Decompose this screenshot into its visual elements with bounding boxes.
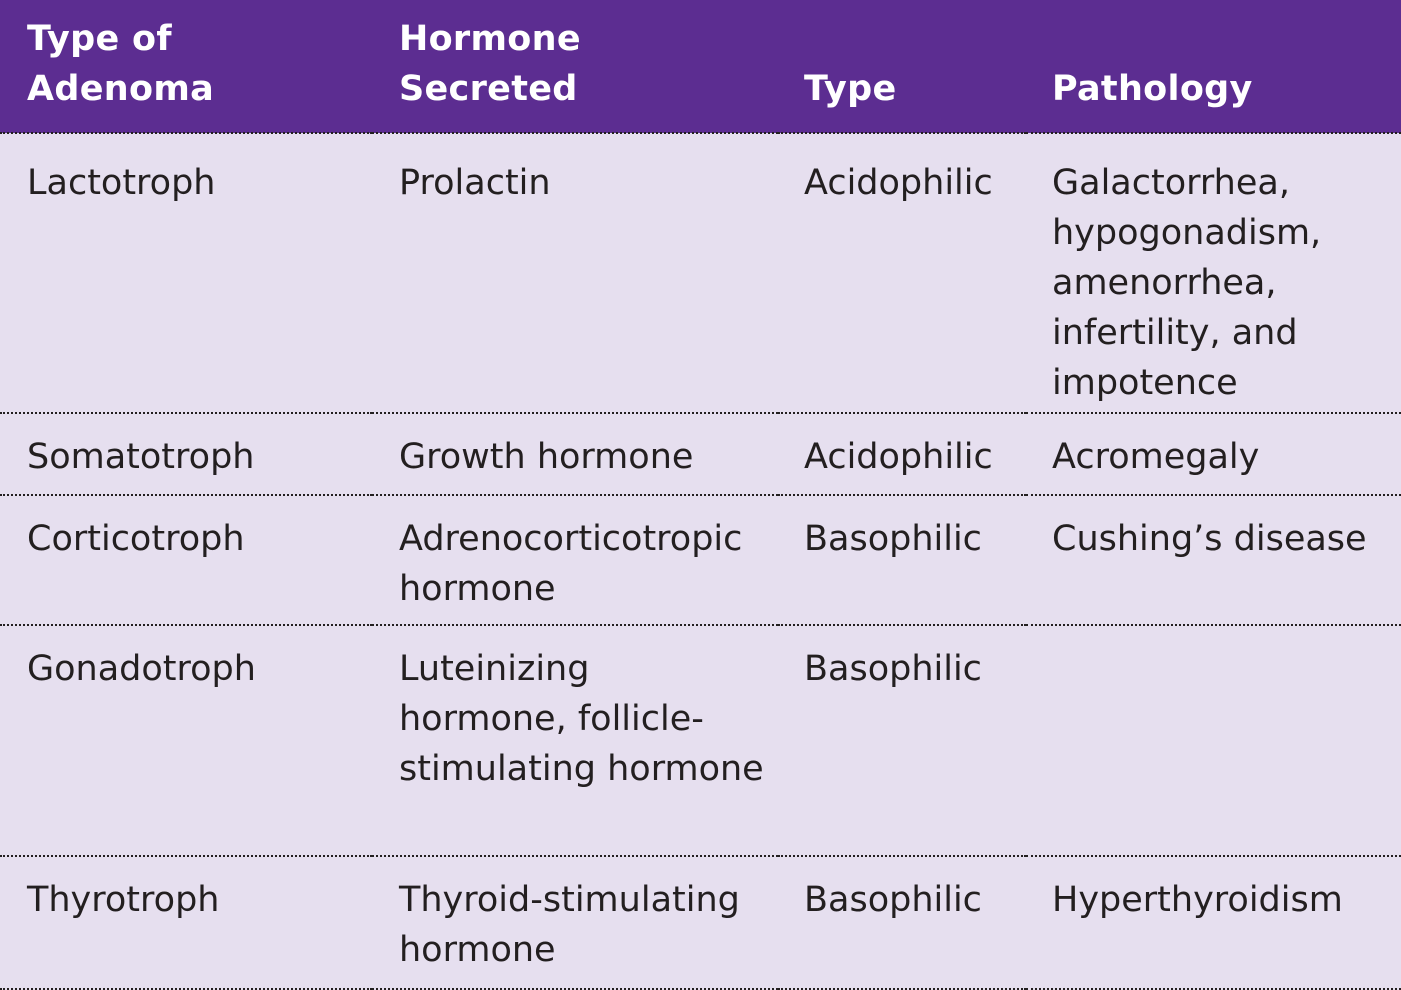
cell-type: Acidophilic bbox=[778, 133, 1026, 413]
cell-hormone: Growth hormone bbox=[372, 413, 778, 495]
table-row bbox=[0, 625, 1401, 856]
table-row bbox=[0, 856, 1401, 989]
header-type-of-adenoma: Type of Adenoma bbox=[27, 19, 215, 109]
cell-pathology: Acromegaly bbox=[1026, 413, 1401, 495]
cell-hormone: Thyroid-stimulating hormone bbox=[372, 856, 778, 989]
table-header bbox=[0, 0, 1401, 133]
cell-type: Acidophilic bbox=[778, 413, 1026, 495]
cell-adenoma: Gonadotroph bbox=[0, 625, 372, 856]
cell-adenoma: Corticotroph bbox=[0, 495, 372, 625]
cell-hormone: Prolactin bbox=[372, 133, 778, 413]
table-body bbox=[0, 133, 1401, 989]
cell-pathology: Galactorrhea, hypogonadism, amenorrhea, infertility, and impotence bbox=[1026, 133, 1401, 413]
cell-hormone: Adrenocorticotropic hormone bbox=[372, 495, 778, 625]
cell-type: Basophilic bbox=[778, 495, 1026, 625]
header-row bbox=[0, 0, 1401, 133]
cell-adenoma: Thyrotroph bbox=[0, 856, 372, 989]
cell-pathology: Hyperthyroidism bbox=[1026, 856, 1401, 989]
cell-pathology bbox=[1026, 625, 1401, 856]
cell-type: Basophilic bbox=[778, 625, 1026, 856]
header-hormone-secreted: Hormone Secreted bbox=[399, 19, 581, 109]
header-type: Type bbox=[804, 69, 897, 109]
header-pathology: Pathology bbox=[1052, 69, 1253, 109]
cell-type: Basophilic bbox=[778, 856, 1026, 989]
cell-pathology: Cushing’s disease bbox=[1026, 495, 1401, 625]
cell-hormone: Luteinizing hormone, follicle-stimulating hormone bbox=[372, 625, 778, 856]
table-row bbox=[0, 413, 1401, 495]
table-row bbox=[0, 133, 1401, 413]
table-row bbox=[0, 495, 1401, 625]
cell-adenoma: Lactotroph bbox=[0, 133, 372, 413]
cell-adenoma: Somatotroph bbox=[0, 413, 372, 495]
